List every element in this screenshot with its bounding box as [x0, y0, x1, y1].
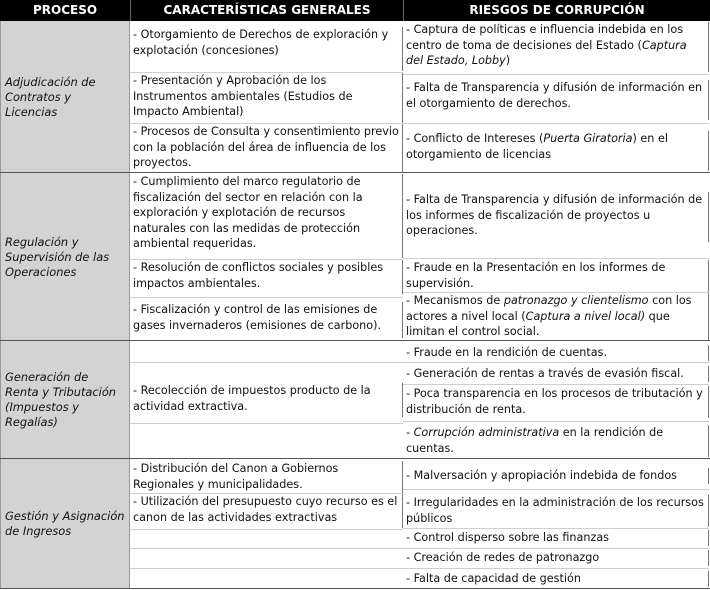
- row-divider: [130, 72, 403, 73]
- characteristic-item: - Cumplimiento del marco regulatorio de fiscalización del sector en relación con la exploración y explotación de recursos naturales con las medidas de protección ambiental requeridas.: [130, 174, 403, 258]
- group-divider: [0, 458, 710, 459]
- process-label: Regulación y Supervisión de las Operaciones: [5, 234, 110, 279]
- row-divider: [130, 362, 403, 363]
- risk-item: - Irregularidades en la administración de los recursos públicos: [403, 495, 709, 527]
- process-label: Adjudicación de Contratos y Licencias: [5, 74, 96, 119]
- characteristic-item: - Utilización del presupuesto cuyo recurso es el canon de las actividades extractivas: [130, 494, 403, 528]
- process-cell: [0, 173, 130, 341]
- process-label: Generación de Renta y Tributación (Impuestos y Regalías): [5, 370, 117, 429]
- risk-item: - Creación de redes de patronazgo: [403, 550, 709, 566]
- risk-emphasis: patronazgo y clientelismo: [503, 294, 649, 307]
- row-divider: [130, 493, 403, 494]
- row-divider: [403, 548, 709, 549]
- risk-item: - Mecanismos de patronazgo y clientelismo con los actores a nivel local (Captura a nivel local) que limitan el control social.: [403, 293, 709, 341]
- characteristic-item: - Presentación y Aprobación de los Instrumentos ambientales (Estudios de Impacto Ambiental): [130, 73, 403, 123]
- characteristic-item: - Fiscalización y control de las emisiones de gases invernaderos (emisiones de carbono).: [130, 302, 403, 338]
- row-divider: [403, 292, 709, 293]
- header-process: PROCESO: [0, 0, 130, 21]
- characteristic-item: - Otorgamiento de Derechos de exploración y explotación (concesiones): [130, 27, 403, 71]
- risk-item: - Generación de rentas a través de evasión fiscal.: [403, 366, 709, 382]
- row-divider: [130, 123, 403, 124]
- row-divider: [403, 74, 709, 75]
- risk-item: - Captura de políticas e influencia indebida en los centro de toma de decisiones del Estado (Captura del Estado, Lobby): [403, 22, 709, 72]
- row-divider: [130, 548, 403, 549]
- row-divider: [130, 297, 403, 298]
- row-divider: [130, 259, 403, 260]
- risk-item: - Fraude en la Presentación en los informes de supervisión.: [403, 260, 709, 292]
- risk-emphasis: Corrupción administrativa: [413, 426, 560, 439]
- risk-item: - Falta de Transparencia y difusión de información en el otorgamiento de derechos.: [403, 80, 709, 120]
- risk-item: - Corrupción administrativa en la rendición de cuentas.: [403, 425, 709, 457]
- process-label: Gestión y Asignación de Ingresos: [5, 509, 125, 538]
- risk-item: - Falta de Transparencia y difusión de información de los informes de fiscalización de proyectos u operaciones.: [403, 192, 709, 242]
- risk-emphasis: Captura del Estado, Lobby: [406, 38, 687, 68]
- header-risks: RIESGOS DE CORRUPCIÓN: [403, 0, 710, 21]
- row-divider: [130, 423, 403, 424]
- process-cell: [0, 21, 130, 173]
- risk-emphasis: Captura a nivel local): [525, 309, 646, 323]
- risk-item: - Conflicto de Intereses (Puerta Giratoria) en el otorgamiento de licencias: [403, 131, 709, 171]
- header-characteristics: CARACTERÍSTICAS GENERALES: [130, 0, 403, 21]
- characteristic-item: - Recolección de impuestos producto de la actividad extractiva.: [130, 383, 403, 417]
- row-divider: [130, 568, 403, 569]
- row-divider: [403, 258, 709, 259]
- risk-item: - Falta de capacidad de gestión: [403, 571, 709, 587]
- group-divider: [0, 172, 710, 173]
- row-divider: [403, 384, 709, 385]
- risk-item: - Poca transparencia en los procesos de tributación y distribución de renta.: [403, 386, 709, 418]
- row-divider: [403, 421, 709, 422]
- characteristic-item: - Resolución de conflictos sociales y posibles impactos ambientales.: [130, 260, 403, 294]
- risk-item: - Fraude en la rendición de cuentas.: [403, 345, 709, 361]
- row-divider: [130, 529, 403, 530]
- characteristic-item: - Procesos de Consulta y consentimiento previo con la población del área de influencia de los proyectos.: [130, 124, 403, 172]
- process-cell: [0, 341, 130, 459]
- row-divider: [403, 362, 709, 363]
- risk-emphasis: Puerta Giratoria: [543, 132, 633, 145]
- risk-item: - Control disperso sobre las finanzas: [403, 530, 709, 546]
- characteristic-item: - Distribución del Canon a Gobiernos Regionales y municipalidades.: [130, 461, 403, 493]
- risk-item: - Malversación y apropiación indebida de fondos: [403, 468, 709, 484]
- process-cell: [0, 459, 130, 589]
- row-divider: [403, 489, 709, 490]
- table-bottom-border: [0, 588, 710, 589]
- row-divider: [403, 568, 709, 569]
- group-divider: [0, 340, 710, 341]
- row-divider: [403, 123, 709, 124]
- row-divider: [403, 528, 709, 529]
